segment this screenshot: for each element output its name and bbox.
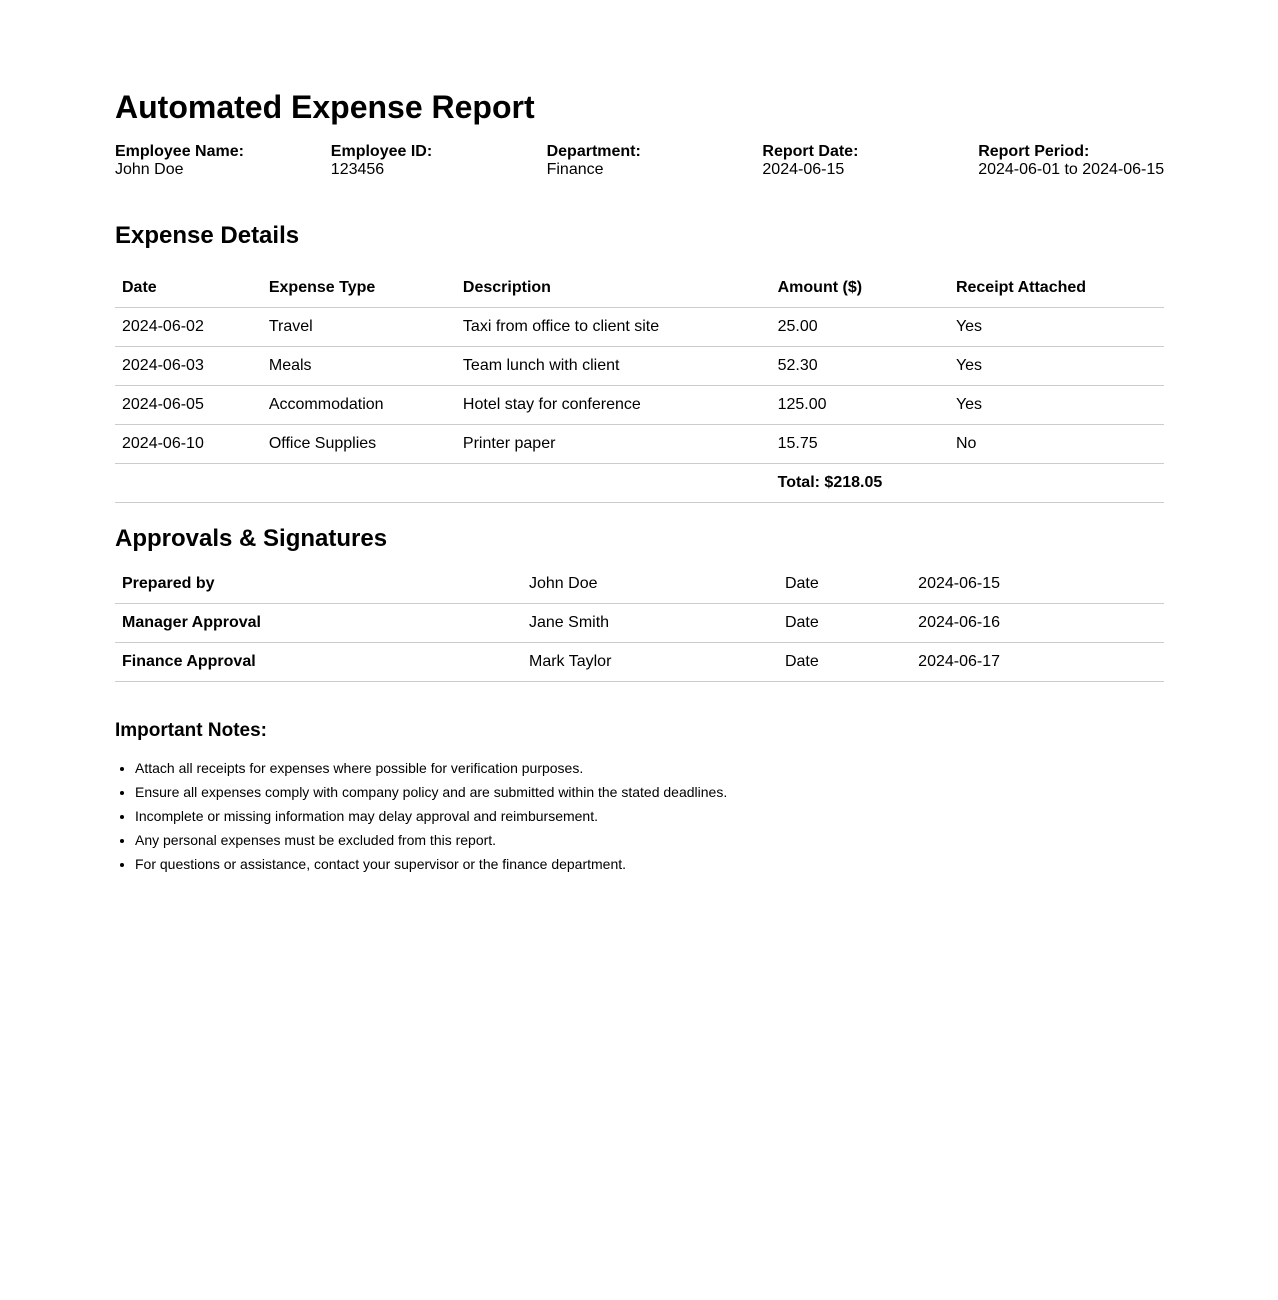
header-field-employee-name: [115, 143, 331, 179]
approval-date-label-cell: Date: [778, 643, 911, 682]
approval-name-cell: Mark Taylor: [522, 643, 778, 682]
receipt-cell: Yes: [949, 347, 1164, 386]
header-field-label: Department:: [546, 143, 641, 160]
approvals-heading: Approvals & Signatures: [115, 525, 388, 552]
amount-cell: 15.75: [771, 425, 949, 464]
approval-role-cell: Finance Approval: [115, 643, 522, 682]
header-field-employee-id: [331, 143, 547, 179]
expense-type-cell: Travel: [262, 308, 456, 347]
empty-cell: [456, 464, 771, 503]
header-field-department: [547, 143, 763, 179]
expense-table-header-row: [115, 269, 1164, 308]
date-cell: 2024-06-02: [115, 308, 262, 347]
approval-name-cell: John Doe: [522, 565, 778, 604]
total-row: [115, 464, 1164, 503]
expense-type-cell: Office Supplies: [262, 425, 456, 464]
header-field-report-period: [978, 143, 1194, 179]
header-field-label: Employee ID:: [330, 143, 433, 160]
header-field-label: Report Date:: [762, 143, 859, 160]
description-cell: Hotel stay for conference: [456, 386, 771, 425]
column-header-expense-type: Expense Type: [262, 269, 456, 308]
receipt-cell: Yes: [949, 386, 1164, 425]
expense-table: [115, 269, 1164, 503]
total-label: Total: $218.05: [771, 464, 949, 503]
column-header-receipt-attached: Receipt Attached: [949, 269, 1164, 308]
header-field-value: 2024-06-01 to 2024-06-15: [978, 161, 1165, 178]
report-header-info: [115, 143, 1194, 179]
column-header-description: Description: [456, 269, 771, 308]
amount-cell: 52.30: [771, 347, 949, 386]
expense-report-page: [115, 0, 1164, 876]
empty-cell: [115, 464, 262, 503]
header-field-value: John Doe: [115, 161, 184, 178]
expense-details-heading: Expense Details: [115, 222, 300, 249]
approval-date-value-cell: 2024-06-15: [911, 565, 1164, 604]
amount-cell: 25.00: [771, 308, 949, 347]
empty-cell: [262, 464, 456, 503]
amount-cell: 125.00: [771, 386, 949, 425]
approval-role-cell: Prepared by: [115, 565, 522, 604]
header-field-label: Report Period:: [978, 143, 1090, 160]
notes-list: [115, 756, 1164, 876]
header-field-report-date: [762, 143, 978, 179]
note-item: • Attach all receipts for expenses where possible for verification purposes.: [135, 756, 1164, 780]
approval-date-label-cell: Date: [778, 565, 911, 604]
header-field-value: 123456: [330, 161, 385, 178]
approval-row: [115, 604, 1164, 643]
receipt-cell: No: [949, 425, 1164, 464]
column-header-amount: Amount ($): [771, 269, 949, 308]
approval-row: [115, 565, 1164, 604]
note-item: • Incomplete or missing information may delay approval and reimbursement.: [135, 804, 1164, 828]
description-cell: Team lunch with client: [456, 347, 771, 386]
approval-date-label-cell: Date: [778, 604, 911, 643]
table-row: [115, 308, 1164, 347]
description-cell: Printer paper: [456, 425, 771, 464]
note-item: • Any personal expenses must be excluded from this report.: [135, 828, 1164, 852]
notes-heading: Important Notes:: [115, 720, 267, 741]
column-header-date: Date: [115, 269, 262, 308]
table-row: [115, 347, 1164, 386]
approval-name-cell: Jane Smith: [522, 604, 778, 643]
date-cell: 2024-06-03: [115, 347, 262, 386]
date-cell: 2024-06-05: [115, 386, 262, 425]
receipt-cell: Yes: [949, 308, 1164, 347]
approval-date-value-cell: 2024-06-17: [911, 643, 1164, 682]
approval-role-cell: Manager Approval: [115, 604, 522, 643]
description-cell: Taxi from office to client site: [456, 308, 771, 347]
expense-type-cell: Accommodation: [262, 386, 456, 425]
approval-row: [115, 643, 1164, 682]
header-field-value: 2024-06-15: [762, 161, 845, 178]
table-row: [115, 386, 1164, 425]
header-field-value: Finance: [546, 161, 604, 178]
note-item: • For questions or assistance, contact your supervisor or the finance department.: [135, 852, 1164, 876]
page-title: Automated Expense Report: [115, 89, 535, 125]
date-cell: 2024-06-10: [115, 425, 262, 464]
note-item: • Ensure all expenses comply with company policy and are submitted within the stated deadlines.: [135, 780, 1164, 804]
empty-cell: [949, 464, 1164, 503]
expense-type-cell: Meals: [262, 347, 456, 386]
header-field-label: Employee Name:: [115, 143, 244, 160]
approval-date-value-cell: 2024-06-16: [911, 604, 1164, 643]
table-row: [115, 425, 1164, 464]
approvals-table: [115, 565, 1164, 682]
